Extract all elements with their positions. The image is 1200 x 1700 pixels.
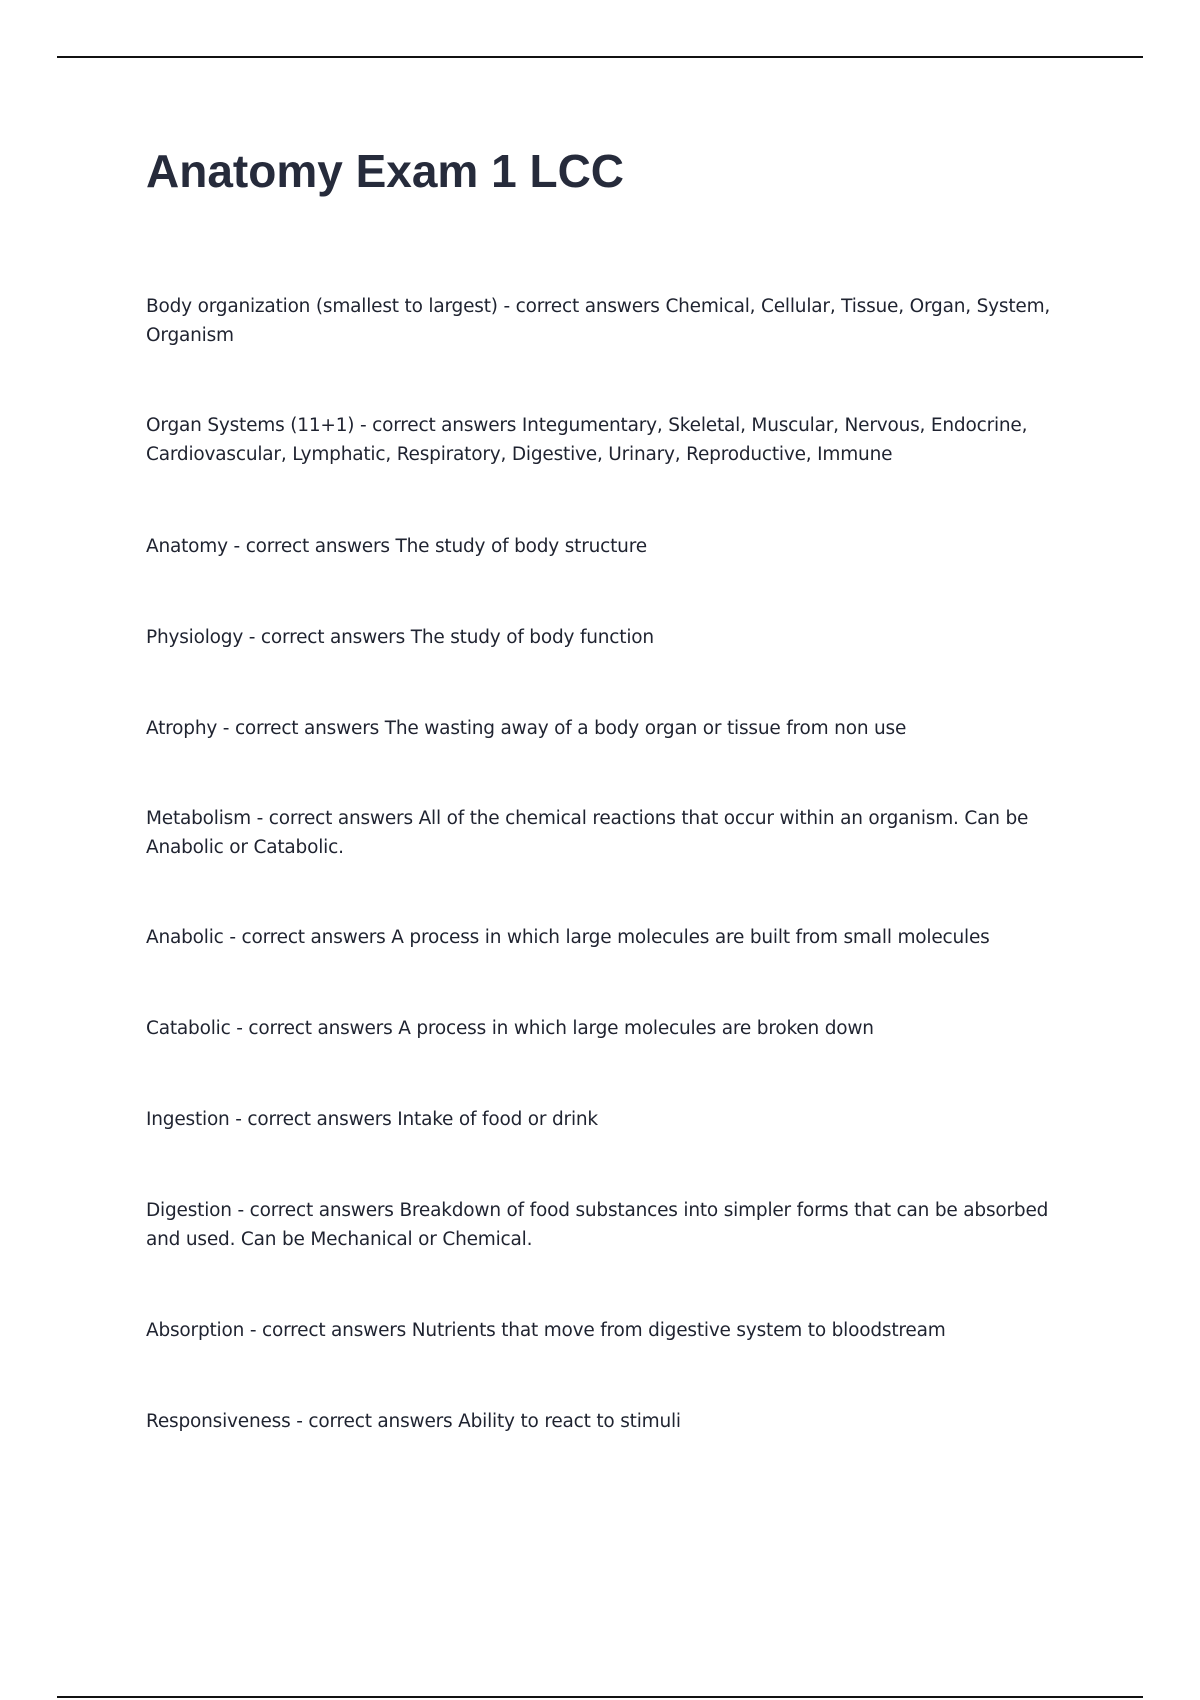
entry-answer: Integumentary, Skeletal, Muscular, Nervous, Endocrine, Cardiovascular, Lymphatic, Respiratory, Digestive, Urinary, Reproductive, Immune <box>146 415 1028 465</box>
entry-answer: Nutrients that move from digestive system to bloodstream <box>411 1320 946 1341</box>
entry-answer: A process in which large molecules are broken down <box>398 1018 874 1039</box>
entry-responsiveness <box>146 1407 1086 1436</box>
entry-separator: - correct answers <box>354 415 522 436</box>
entry-anatomy <box>146 532 1086 561</box>
entry-answer: Chemical, Cellular, Tissue, Organ, System, Organism <box>146 296 1051 346</box>
entry-term: Absorption <box>146 1320 245 1341</box>
top-divider <box>57 56 1143 58</box>
entry-separator: - correct answers <box>290 1411 459 1432</box>
entry-separator: - correct answers <box>230 1018 399 1039</box>
entry-term: Ingestion <box>146 1109 230 1130</box>
entry-answer: The wasting away of a body organ or tissue from non use <box>384 718 907 739</box>
entry-answer: Intake of food or drink <box>397 1109 598 1130</box>
entry-metabolism <box>146 804 1086 862</box>
entry-separator: - correct answers <box>217 718 385 739</box>
entry-term: Anabolic <box>146 927 224 948</box>
entry-anabolic <box>146 923 1086 952</box>
entry-atrophy <box>146 714 1086 743</box>
entry-separator: - correct answers <box>250 808 419 829</box>
entry-digestion <box>146 1196 1086 1254</box>
entry-ingestion <box>146 1105 1086 1134</box>
entry-separator: - correct answers <box>497 296 666 317</box>
entry-term: Body organization (smallest to largest) <box>146 296 498 317</box>
entry-term: Responsiveness <box>146 1411 291 1432</box>
document-title: Anatomy Exam 1 LCC <box>146 145 625 197</box>
entry-answer: Ability to react to stimuli <box>458 1411 681 1432</box>
entry-term: Catabolic <box>146 1018 231 1039</box>
entry-answer: Breakdown of food substances into simpler forms that can be absorbed and used. Can be Mechanical or Chemical. <box>146 1200 1049 1250</box>
entry-separator: - correct answers <box>223 927 392 948</box>
entry-answer: The study of body function <box>410 627 654 648</box>
entry-physiology <box>146 623 1086 652</box>
entry-absorption <box>146 1316 1086 1345</box>
entry-organ-systems <box>146 411 1086 469</box>
bottom-divider <box>57 1696 1143 1698</box>
entry-term: Digestion <box>146 1200 232 1221</box>
entry-answer: All of the chemical reactions that occur within an organism. Can be Anabolic or Catabolic. <box>146 808 1029 858</box>
entry-term: Metabolism <box>146 808 251 829</box>
entry-term: Anatomy <box>146 536 228 557</box>
entry-answer: A process in which large molecules are built from small molecules <box>391 927 990 948</box>
entry-separator: - correct answers <box>229 1109 398 1130</box>
entry-separator: - correct answers <box>227 536 396 557</box>
entry-answer: The study of body structure <box>395 536 647 557</box>
entry-separator: - correct answers <box>244 1320 412 1341</box>
entry-body-organization <box>146 292 1086 350</box>
entry-separator: - correct answers <box>243 627 411 648</box>
entry-term: Physiology <box>146 627 244 648</box>
entry-term: Organ Systems (11+1) <box>146 415 355 436</box>
entry-separator: - correct answers <box>231 1200 400 1221</box>
entry-catabolic <box>146 1014 1086 1043</box>
entry-term: Atrophy <box>146 718 218 739</box>
